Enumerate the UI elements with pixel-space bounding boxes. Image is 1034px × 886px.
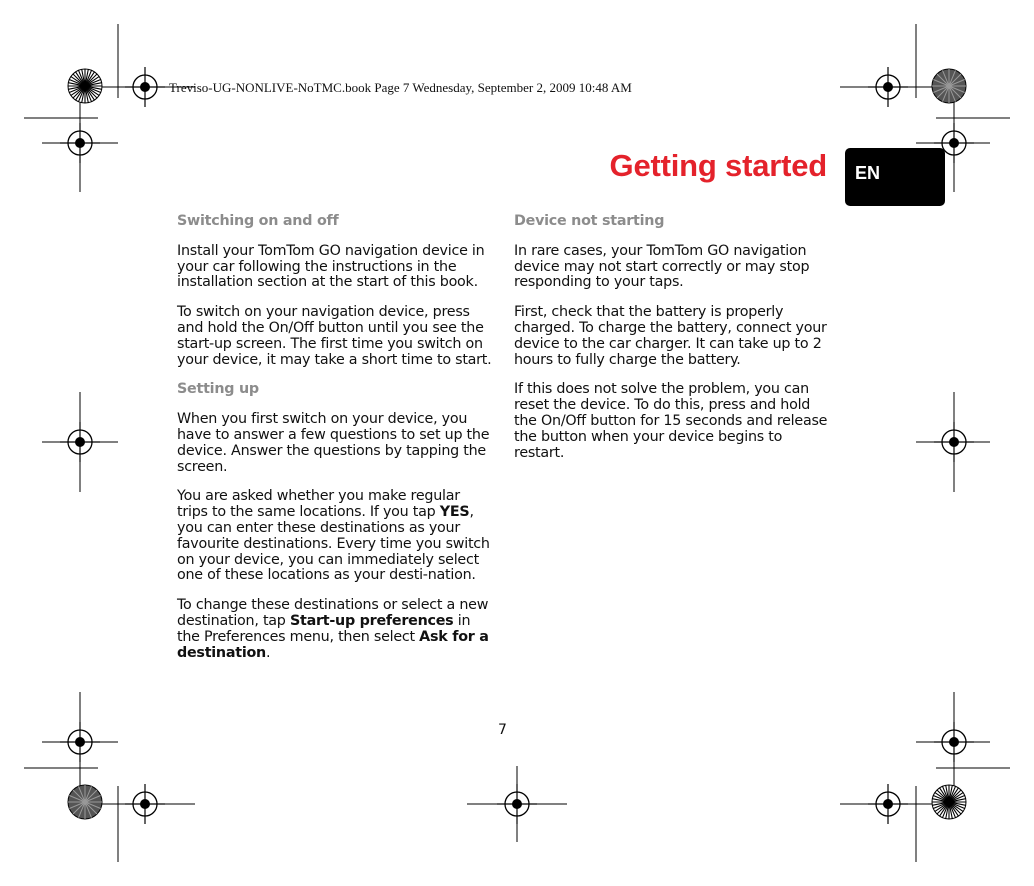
language-tab [845,148,945,206]
language-tab-label: EN [855,163,881,183]
file-header: Treviso-UG-NONLIVE-NoTMC.book Page 7 Wednesday, September 2, 2009 10:48 AM [169,80,632,95]
star-target-icon [932,69,966,103]
text-run: in the Preferences menu, then select [177,612,471,645]
page-title: Getting started [609,148,827,183]
right-column [514,214,830,475]
text-run: To change these destinations or select a new destination, tap [177,597,489,629]
star-target-icon [932,785,966,819]
paragraph: First, check that the battery is properly charged. To charge the battery, connect your device to the car charger. It can take up to 2 hours to fully charge the battery. [514,304,827,368]
star-target-icon [68,69,102,103]
paragraph: In rare cases, your TomTom GO navigation device may not start correctly or may stop responding to your taps. [514,242,810,291]
left-column [177,214,493,675]
section-heading: Switching on and off [177,213,339,229]
bold-text: Ask for a destination [177,628,489,661]
text-run: You are asked whether you make regular trips to the same locations. If you tap [177,488,460,521]
bold-text: Start-up preferences [289,612,454,629]
paragraph: If this does not solve the problem, you can reset the device. To do this, press and hold the On/Off button for 15 seconds and release the button when your device begins to restart. [514,381,828,461]
section-heading: Setting up [177,381,259,398]
paragraph: Install your TomTom GO navigation device in your car following the instructions in the installation section at the start of this book. [177,242,485,291]
bold-text: YES [439,504,470,521]
paragraph [177,598,493,661]
section-heading: Device not starting [514,213,665,229]
page-number: 7 [498,722,507,738]
paragraph: To switch on your navigation device, press and hold the On/Off button until you see the start-up screen. The first time you switch on your device, it may take a short time to start. [177,304,492,368]
star-target-icon [68,785,102,819]
paragraph: When you first switch on your device, you have to answer a few questions to set up the device. Answer the questions by tapping the screen. [177,411,490,475]
text-run: , you can enter these destinations as your favourite destinations. Every time you switch on your device, you can immediately select one of these locations as your desti-nation. [177,504,490,584]
text-run: . [266,644,271,661]
paragraph [177,489,493,584]
